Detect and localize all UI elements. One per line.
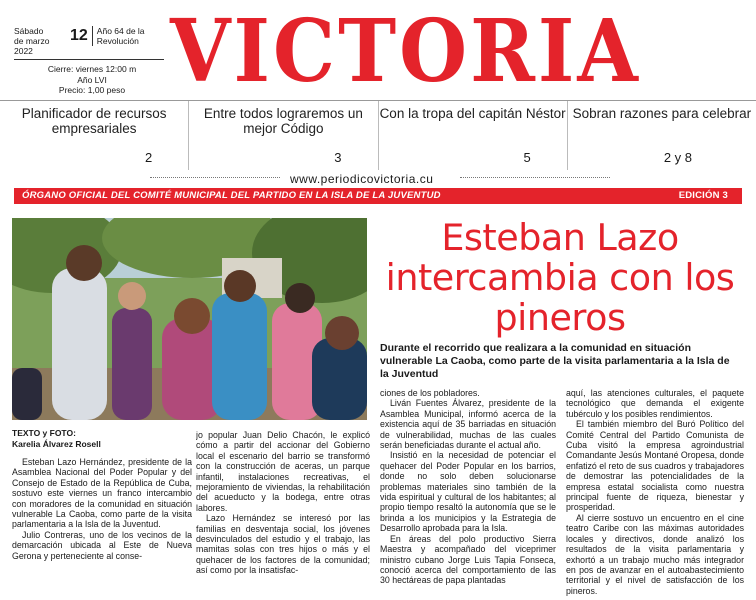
weekday: Sábado <box>14 26 44 36</box>
teaser-page: 5 <box>523 150 531 165</box>
teaser-page: 3 <box>334 150 342 165</box>
teaser[interactable] <box>568 101 756 170</box>
day-number: 12 <box>66 26 93 46</box>
teaser-title: Sobran razones para celebrar <box>572 106 752 121</box>
teasers <box>0 100 756 170</box>
teaser[interactable] <box>379 101 568 170</box>
paragraph: En áreas del polo productivo Sierra Maestra y acompañado del viceprimer ministro cubano Jorge Luis Tapia Fonseca, conoció acerca del comportamiento de las 30 hectáreas de papa plantadas <box>380 533 556 586</box>
article-column-1 <box>12 457 192 600</box>
photo-credit <box>12 428 192 449</box>
website-row <box>0 172 756 187</box>
teaser-title: Con la tropa del capitán Néstor <box>379 106 566 121</box>
article-column-4 <box>566 388 744 600</box>
price: Precio: 1,00 peso <box>58 85 126 95</box>
paragraph: aquí, las atenciones culturales, el paquete tecnológico que demanda el exigente tubérculo y los posibles rendimientos. <box>566 388 744 419</box>
paragraph: jo popular Juan Delio Chacón, le explicó cómo a partir del accionar del Gobierno local el escenario del barrio se transformó con la construcción de aceras, un parque infantil, instalaciones recreativas, el mejoramiento de viviendas, la rehabilitación del acueducto y la bodega, entre otras labores. <box>196 430 370 513</box>
paragraph: Lazo Hernández se interesó por las familias en desventaja social, los jóvenes desvinculados del estudio y el trabajo, las mamitas solas con tres hijos o más y el quehacer de los factores de la comunidad; así como por la insatisfac- <box>196 513 370 576</box>
paragraph: Julio Contreras, uno de los vecinos de la demarcación ubicada al Este de Nueva Gerona y perteneciente al conse- <box>12 529 192 561</box>
newspaper-logo: VICTORIA <box>170 1 641 102</box>
teaser-title: Planificador de recursos empresariales <box>21 106 167 136</box>
article-column-2 <box>196 430 370 600</box>
teaser[interactable] <box>0 101 189 170</box>
article-column-3 <box>380 388 556 600</box>
credit-label: TEXTO y FOTO: <box>12 428 76 438</box>
article-lead: Durante el recorrido que realizara a la comunidad en situación vulnerable La Caoba, como parte de la visita parlamentaria a la Isla de la Juventud <box>380 342 730 380</box>
teaser[interactable] <box>189 101 378 170</box>
article-photo <box>12 218 367 420</box>
edition-label: EDICIÓN 3 <box>678 190 728 201</box>
credit-name: Karelia Álvarez Rosell <box>12 438 101 449</box>
closing-time: Cierre: viernes 12:00 m <box>47 64 137 74</box>
volume: Año LVI <box>77 74 107 85</box>
paragraph: Insistió en la necesidad de potenciar el quehacer del Poder Popular en los barrios, donde no solo deben solucionarse problemas materiales sino también de la vida espiritual y cultural de los habitantes; al propio tiempo resaltó la autonomía que se le brinda a los municipios y la Estrategia de Desarrollo aprobada para la Isla. <box>380 450 556 534</box>
paragraph: Esteban Lazo Hernández, presidente de la Asamblea Nacional del Poder Popular y del Consejo de Estado de la República de Cuba, sostuvo este viernes un franco intercambio con moradores de la comunidad en situación vulnerable La Caoba, como parte de la visita parlamentaria a la Isla de la Juventud. <box>12 457 192 530</box>
paragraph: Liván Fuentes Álvarez, presidente de la Asamblea Municipal, informó acerca de la existencia aquí de 35 barriadas en situación de vulnerabilidad, muchas de las cuales serán beneficiadas durante el actual año. <box>380 398 556 451</box>
divider <box>460 177 610 178</box>
teaser-page: 2 <box>145 150 153 165</box>
teaser-title: Entre todos lograremos un mejor Código <box>203 106 363 136</box>
paragraph: El también miembro del Buró Político del Comité Central del Partido Comunista de Cuba visitó la empresa agroindustrial Comandante Jesús Montané Oropesa, donde enfatizó el reto de sus cuadros y trabajadores de demostrar las potencialidades de la empresa estatal socialista como nuestra principal fuente de riqueza, bienestar y prosperidad. <box>566 419 744 513</box>
date-box <box>14 26 164 96</box>
paragraph: ciones de los pobladores. <box>380 388 480 398</box>
article-headline: Esteban Lazo intercambia con los pineros <box>385 216 735 339</box>
org-bar-text: ÓRGANO OFICIAL DEL COMITÉ MUNICIPAL DEL PARTIDO EN LA ISLA DE LA JUVENTUD <box>22 190 441 201</box>
photo-illustration <box>12 218 367 420</box>
masthead <box>0 0 756 102</box>
month-year: de marzo 2022 <box>14 36 50 56</box>
website-link[interactable]: www.periodicovictoria.cu <box>290 172 434 186</box>
revolution-year: Año 64 de la Revolución <box>96 26 145 46</box>
teaser-page: 2 y 8 <box>663 150 692 165</box>
org-bar <box>14 188 742 204</box>
paragraph: Al cierre sostuvo un encuentro en el cine teatro Caribe con las máximas autoridades locales y directivos, donde analizó los resultados de la visita parlamentaria y exhortó a un trabajo mucho más integrador en pos de avanzar en el autoabastecimiento territorial y el nivel de satisfacción de los pineros. <box>566 512 744 596</box>
divider <box>150 177 280 178</box>
